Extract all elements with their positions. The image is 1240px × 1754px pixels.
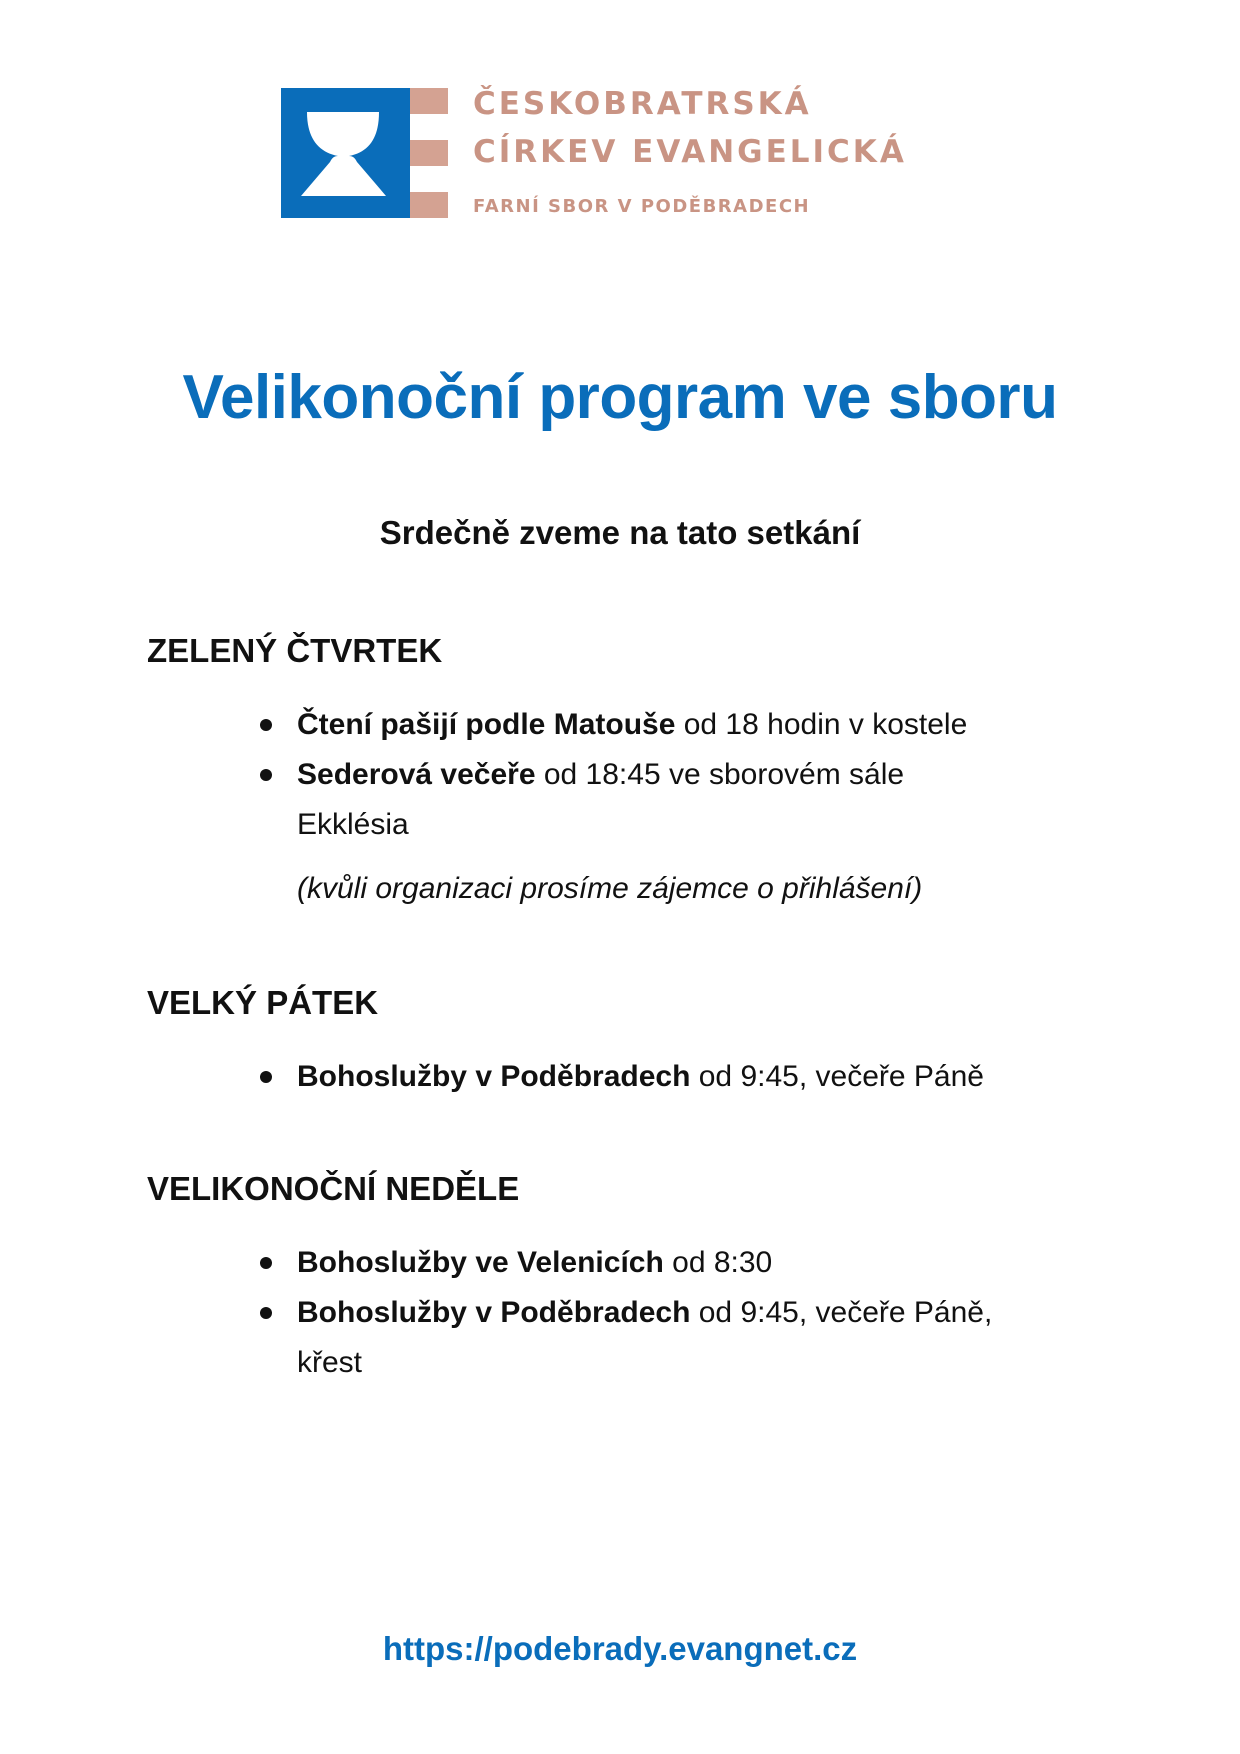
logo-stripe (410, 140, 448, 166)
section-list-friday (260, 1052, 1080, 1102)
list-item (260, 1052, 1080, 1102)
list-item (260, 1238, 1080, 1288)
list-item (260, 700, 1080, 750)
section-list-thursday (260, 700, 1080, 850)
logo-stripe (410, 192, 448, 218)
bullet-icon (260, 719, 272, 731)
event-details: od 18 hodin v kostele (675, 708, 968, 741)
chalice-icon (281, 88, 410, 218)
event-name: Bohoslužby ve Velenicích (297, 1246, 664, 1279)
page-subtitle: Srdečně zveme na tato setkání (379, 514, 861, 551)
event-name: Bohoslužby v Poděbradech (297, 1060, 691, 1093)
church-logo (281, 88, 981, 220)
section-heading-friday: VELKÝ PÁTEK (147, 984, 379, 1021)
logo-emblem (281, 88, 410, 218)
event-details: od 18:45 ve sborovém sále Ekklésia (297, 758, 905, 841)
page-title: Velikonoční program ve sboru (182, 363, 1058, 432)
registration-note: (kvůli organizaci prosíme zájemce o přihlášení) (297, 872, 923, 905)
list-item (260, 1288, 1057, 1388)
logo-text-line1: ČESKOBRATRSKÁ (473, 86, 812, 122)
logo-stripe (410, 88, 448, 114)
event-name: Sederová večeře (297, 758, 536, 791)
bullet-icon (260, 1257, 272, 1269)
list-item (260, 750, 977, 850)
logo-text-line3: FARNÍ SBOR V PODĚBRADECH (473, 196, 811, 217)
website-link[interactable]: https://podebrady.evangnet.cz (382, 1630, 858, 1667)
bullet-icon (260, 1071, 272, 1083)
event-details: od 8:30 (663, 1246, 773, 1279)
event-details: od 9:45, večeře Páně, křest (297, 1296, 993, 1379)
logo-text-line2: CÍRKEV EVANGELICKÁ (473, 134, 907, 170)
section-heading-thursday: ZELENÝ ČTVRTEK (147, 632, 443, 669)
event-name: Bohoslužby v Poděbradech (297, 1296, 691, 1329)
event-details: od 9:45, večeře Páně (690, 1060, 984, 1093)
section-list-sunday (260, 1238, 1080, 1388)
section-heading-sunday: VELIKONOČNÍ NEDĚLE (147, 1170, 520, 1207)
bullet-icon (260, 769, 272, 781)
bullet-icon (260, 1307, 272, 1319)
event-name: Čtení pašijí podle Matouše (297, 708, 676, 741)
